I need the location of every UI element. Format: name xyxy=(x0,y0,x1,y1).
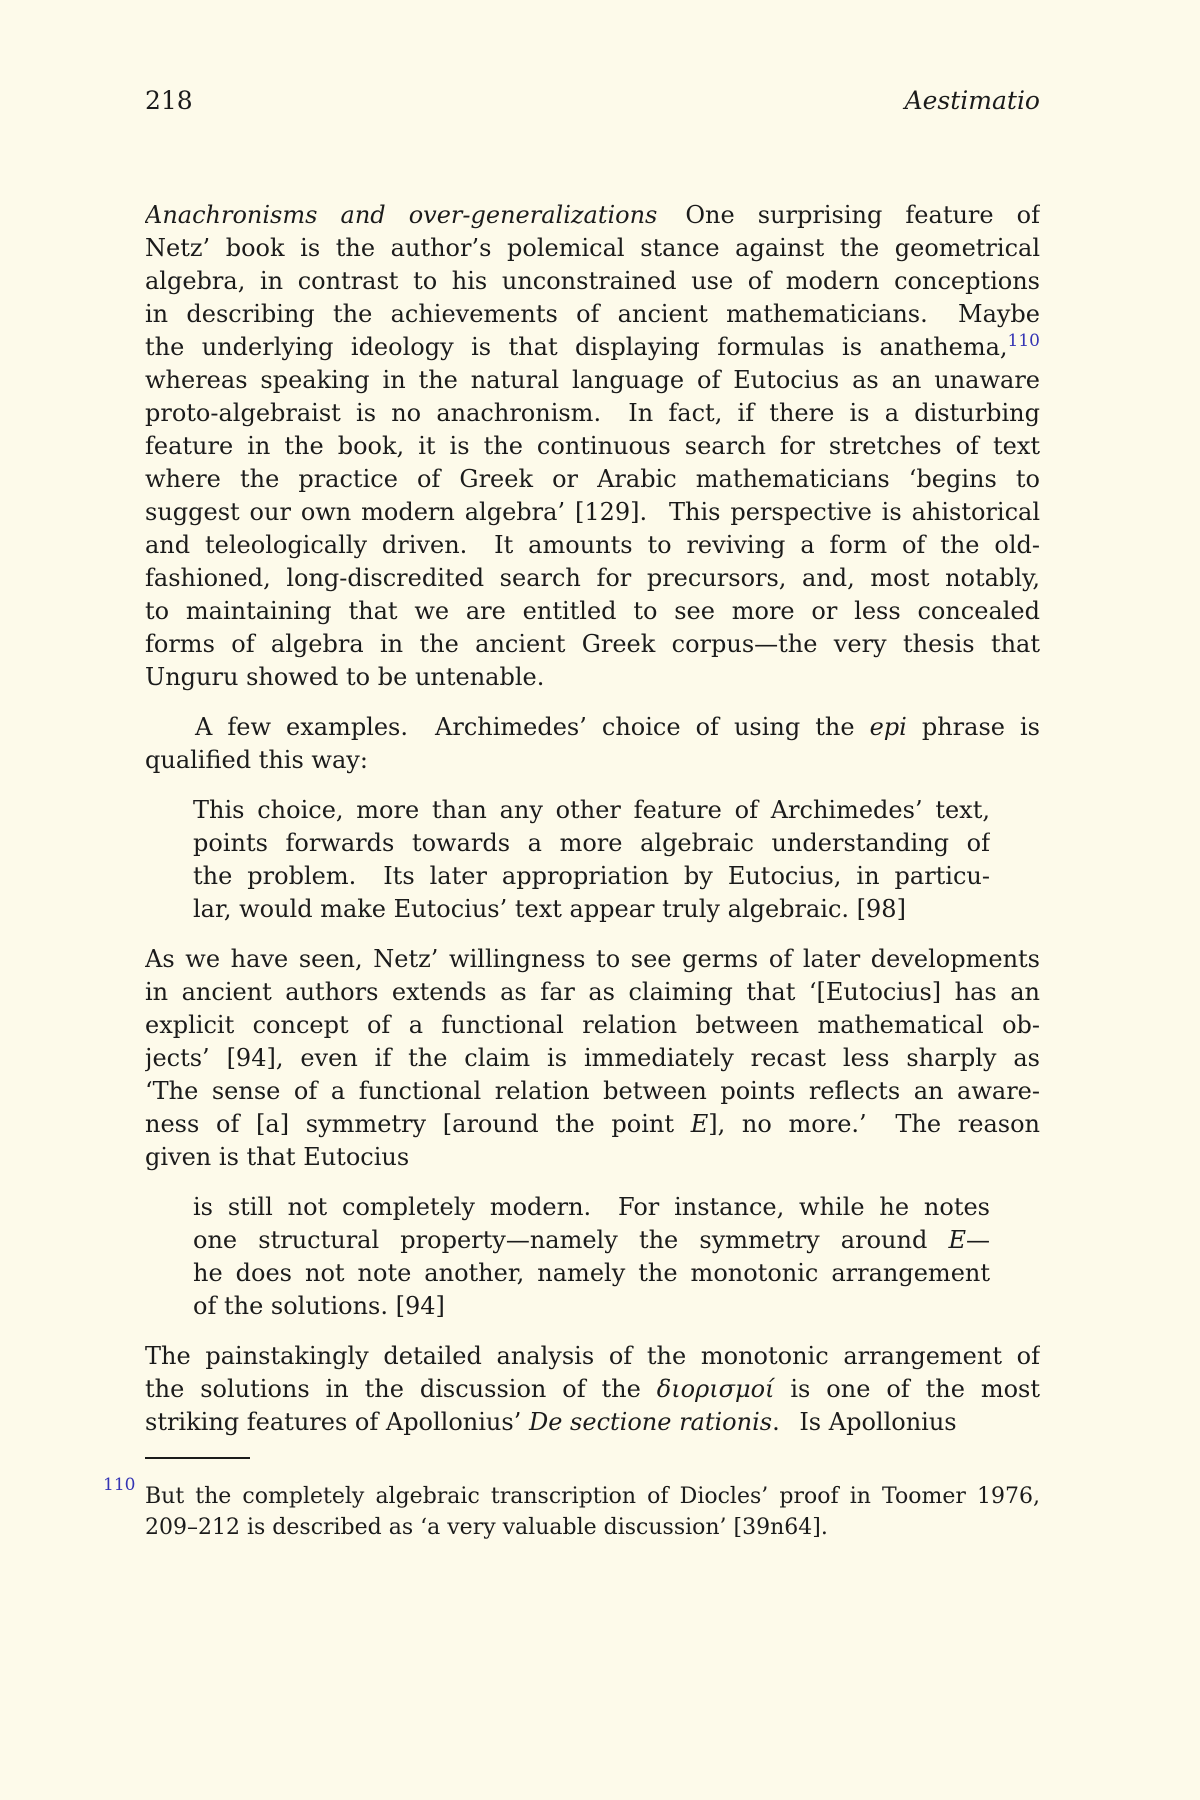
text-run: suggest our own modern algebra’ [129]. This perspective is ahistorical xyxy=(145,498,1040,526)
text-run: But the completely algebraic transcription of Diocles’ proof in Toomer 1976, xyxy=(145,1484,1040,1509)
text-run: As we have seen, Netz’ willingness to see germs of later developments xyxy=(145,945,1040,973)
text-line xyxy=(145,331,1040,364)
text-run: points forwards towards a more algebraic understanding of xyxy=(193,829,990,857)
journal-title: Aestimatio xyxy=(904,86,1040,115)
text-run: jects’ [94], even if the claim is immediately recast less sharply as xyxy=(145,1044,1040,1072)
text-line xyxy=(145,1481,1040,1512)
page-number: 218 xyxy=(145,86,193,115)
text-line xyxy=(145,364,1040,397)
text-run: is still not completely modern. For instance, while he notes xyxy=(193,1193,990,1221)
footnote-reference-110[interactable]: 110 xyxy=(1007,331,1040,351)
text-run: and teleologically driven. It amounts to reviving a form of the old- xyxy=(145,531,1040,559)
text-line xyxy=(193,1224,990,1257)
text-line xyxy=(193,1290,990,1323)
text-line xyxy=(145,976,1040,1009)
text-line xyxy=(145,397,1040,430)
text-run: Netz’ book is the author’s polemical stance against the geometrical xyxy=(145,234,1040,262)
text-run: the underlying ideology is that displaying formulas is anathema, xyxy=(145,333,1008,361)
text-run: given is that Eutocius xyxy=(145,1143,410,1171)
text-run: Unguru showed to be untenable. xyxy=(145,663,545,691)
text-run: the problem. Its later appropriation by Eutocius, in particu- xyxy=(193,862,990,890)
text-run: De sectione rationis xyxy=(528,1408,773,1436)
text-line xyxy=(145,628,1040,661)
text-run: E xyxy=(948,1226,966,1254)
text-line xyxy=(193,827,990,860)
text-line xyxy=(145,232,1040,265)
text-line xyxy=(145,1340,1040,1373)
text-line xyxy=(193,794,990,827)
text-line xyxy=(145,661,1040,694)
text-line xyxy=(145,562,1040,595)
text-line xyxy=(193,860,990,893)
text-run: in ancient authors extends as far as claiming that ‘[Eutocius] has an xyxy=(145,978,1040,1006)
text-run: epi xyxy=(869,713,907,741)
paragraph-painstaking-analysis xyxy=(145,1340,1040,1439)
text-run: qualified this way: xyxy=(145,746,368,774)
text-run: E xyxy=(690,1110,709,1138)
text-run: This choice, more than any other feature of Archimedes’ text, xyxy=(193,796,990,824)
text-run: phrase is xyxy=(906,713,1040,741)
paragraph-anachronisms xyxy=(145,199,1040,694)
text-run: of the solutions. [94] xyxy=(193,1292,445,1320)
text-run: — xyxy=(966,1226,990,1254)
running-header xyxy=(145,0,1040,117)
text-run: to maintaining that we are entitled to see more or less concealed xyxy=(145,597,1040,625)
text-line xyxy=(145,430,1040,463)
text-run: explicit concept of a functional relation between mathematical ob- xyxy=(145,1011,1040,1039)
text-run: ness of [a] symmetry [around the point xyxy=(145,1110,691,1138)
text-run: where the practice of Greek or Arabic mathematicians ‘begins to xyxy=(145,465,1040,493)
text-line xyxy=(145,711,1040,744)
footnote-lines xyxy=(145,1481,1040,1543)
text-line xyxy=(193,1257,990,1290)
text-run: forms of algebra in the ancient Greek corpus—the very thesis that xyxy=(145,630,1040,658)
text-run: one structural property—namely the symmetry around xyxy=(193,1226,949,1254)
text-line xyxy=(145,463,1040,496)
footnote-rule xyxy=(145,1457,250,1459)
text-run: proto-algebraist is no anachronism. In fact, if there is a disturbing xyxy=(145,399,1040,427)
text-line xyxy=(145,199,1040,232)
text-line xyxy=(145,1406,1040,1439)
text-run: feature in the book, it is the continuous search for stretches of text xyxy=(145,432,1040,460)
text-run: A few examples. Archimedes’ choice of using the xyxy=(195,713,870,741)
text-line xyxy=(145,744,1040,777)
text-line xyxy=(145,298,1040,331)
text-run: ‘The sense of a functional relation between points reflects an aware- xyxy=(145,1077,1040,1105)
text-line xyxy=(145,1042,1040,1075)
text-run: fashioned, long-discredited search for precursors, and, most notably, xyxy=(145,564,1040,592)
text-line xyxy=(145,1075,1040,1108)
text-line xyxy=(145,1108,1040,1141)
text-line xyxy=(145,496,1040,529)
text-run: he does not note another, namely the monotonic arrangement xyxy=(193,1259,990,1287)
text-line xyxy=(145,265,1040,298)
footnote-area xyxy=(103,1457,1040,1543)
text-line xyxy=(145,1141,1040,1174)
text-run: 209–212 is described as ‘a very valuable discussion’ [39n64]. xyxy=(145,1515,828,1540)
text-run: One surprising feature of xyxy=(685,201,1040,229)
blockquote-this-choice xyxy=(193,794,990,926)
text-line xyxy=(193,1191,990,1224)
text-line xyxy=(145,943,1040,976)
text-line xyxy=(145,1009,1040,1042)
text-line xyxy=(145,1512,1040,1543)
footnote-marker[interactable]: 110 xyxy=(103,1475,136,1495)
text-run: διορισμοί xyxy=(656,1375,775,1403)
text-line xyxy=(145,595,1040,628)
text-line xyxy=(145,529,1040,562)
text-run: the solutions in the discussion of the xyxy=(145,1375,657,1403)
text-run: in describing the achievements of ancient mathematicians. Maybe xyxy=(145,300,1040,328)
text-run: algebra, in contrast to his unconstrained use of modern conceptions xyxy=(145,267,1040,295)
paragraph-a-few-examples xyxy=(145,711,1040,777)
text-run: . Is Apollonius xyxy=(772,1408,957,1436)
text-run: The painstakingly detailed analysis of the monotonic arrangement of xyxy=(145,1342,1040,1370)
paragraph-as-we-have-seen xyxy=(145,943,1040,1174)
text-run: lar, would make Eutocius’ text appear truly algebraic. [98] xyxy=(193,895,906,923)
text-run: is one of the most xyxy=(774,1375,1040,1403)
footnote-110 xyxy=(103,1475,1040,1543)
text-line xyxy=(145,1373,1040,1406)
text-run: striking features of Apollonius’ xyxy=(145,1408,529,1436)
text-run: whereas speaking in the natural language of Eutocius as an unaware xyxy=(145,366,1040,394)
article-body xyxy=(145,199,1040,1439)
text-line xyxy=(193,893,990,926)
text-run: ], no more.’ The reason xyxy=(708,1110,1040,1138)
text-run: Anachronisms and over-generalizations xyxy=(145,201,658,229)
blockquote-is-still-not-modern xyxy=(193,1191,990,1323)
